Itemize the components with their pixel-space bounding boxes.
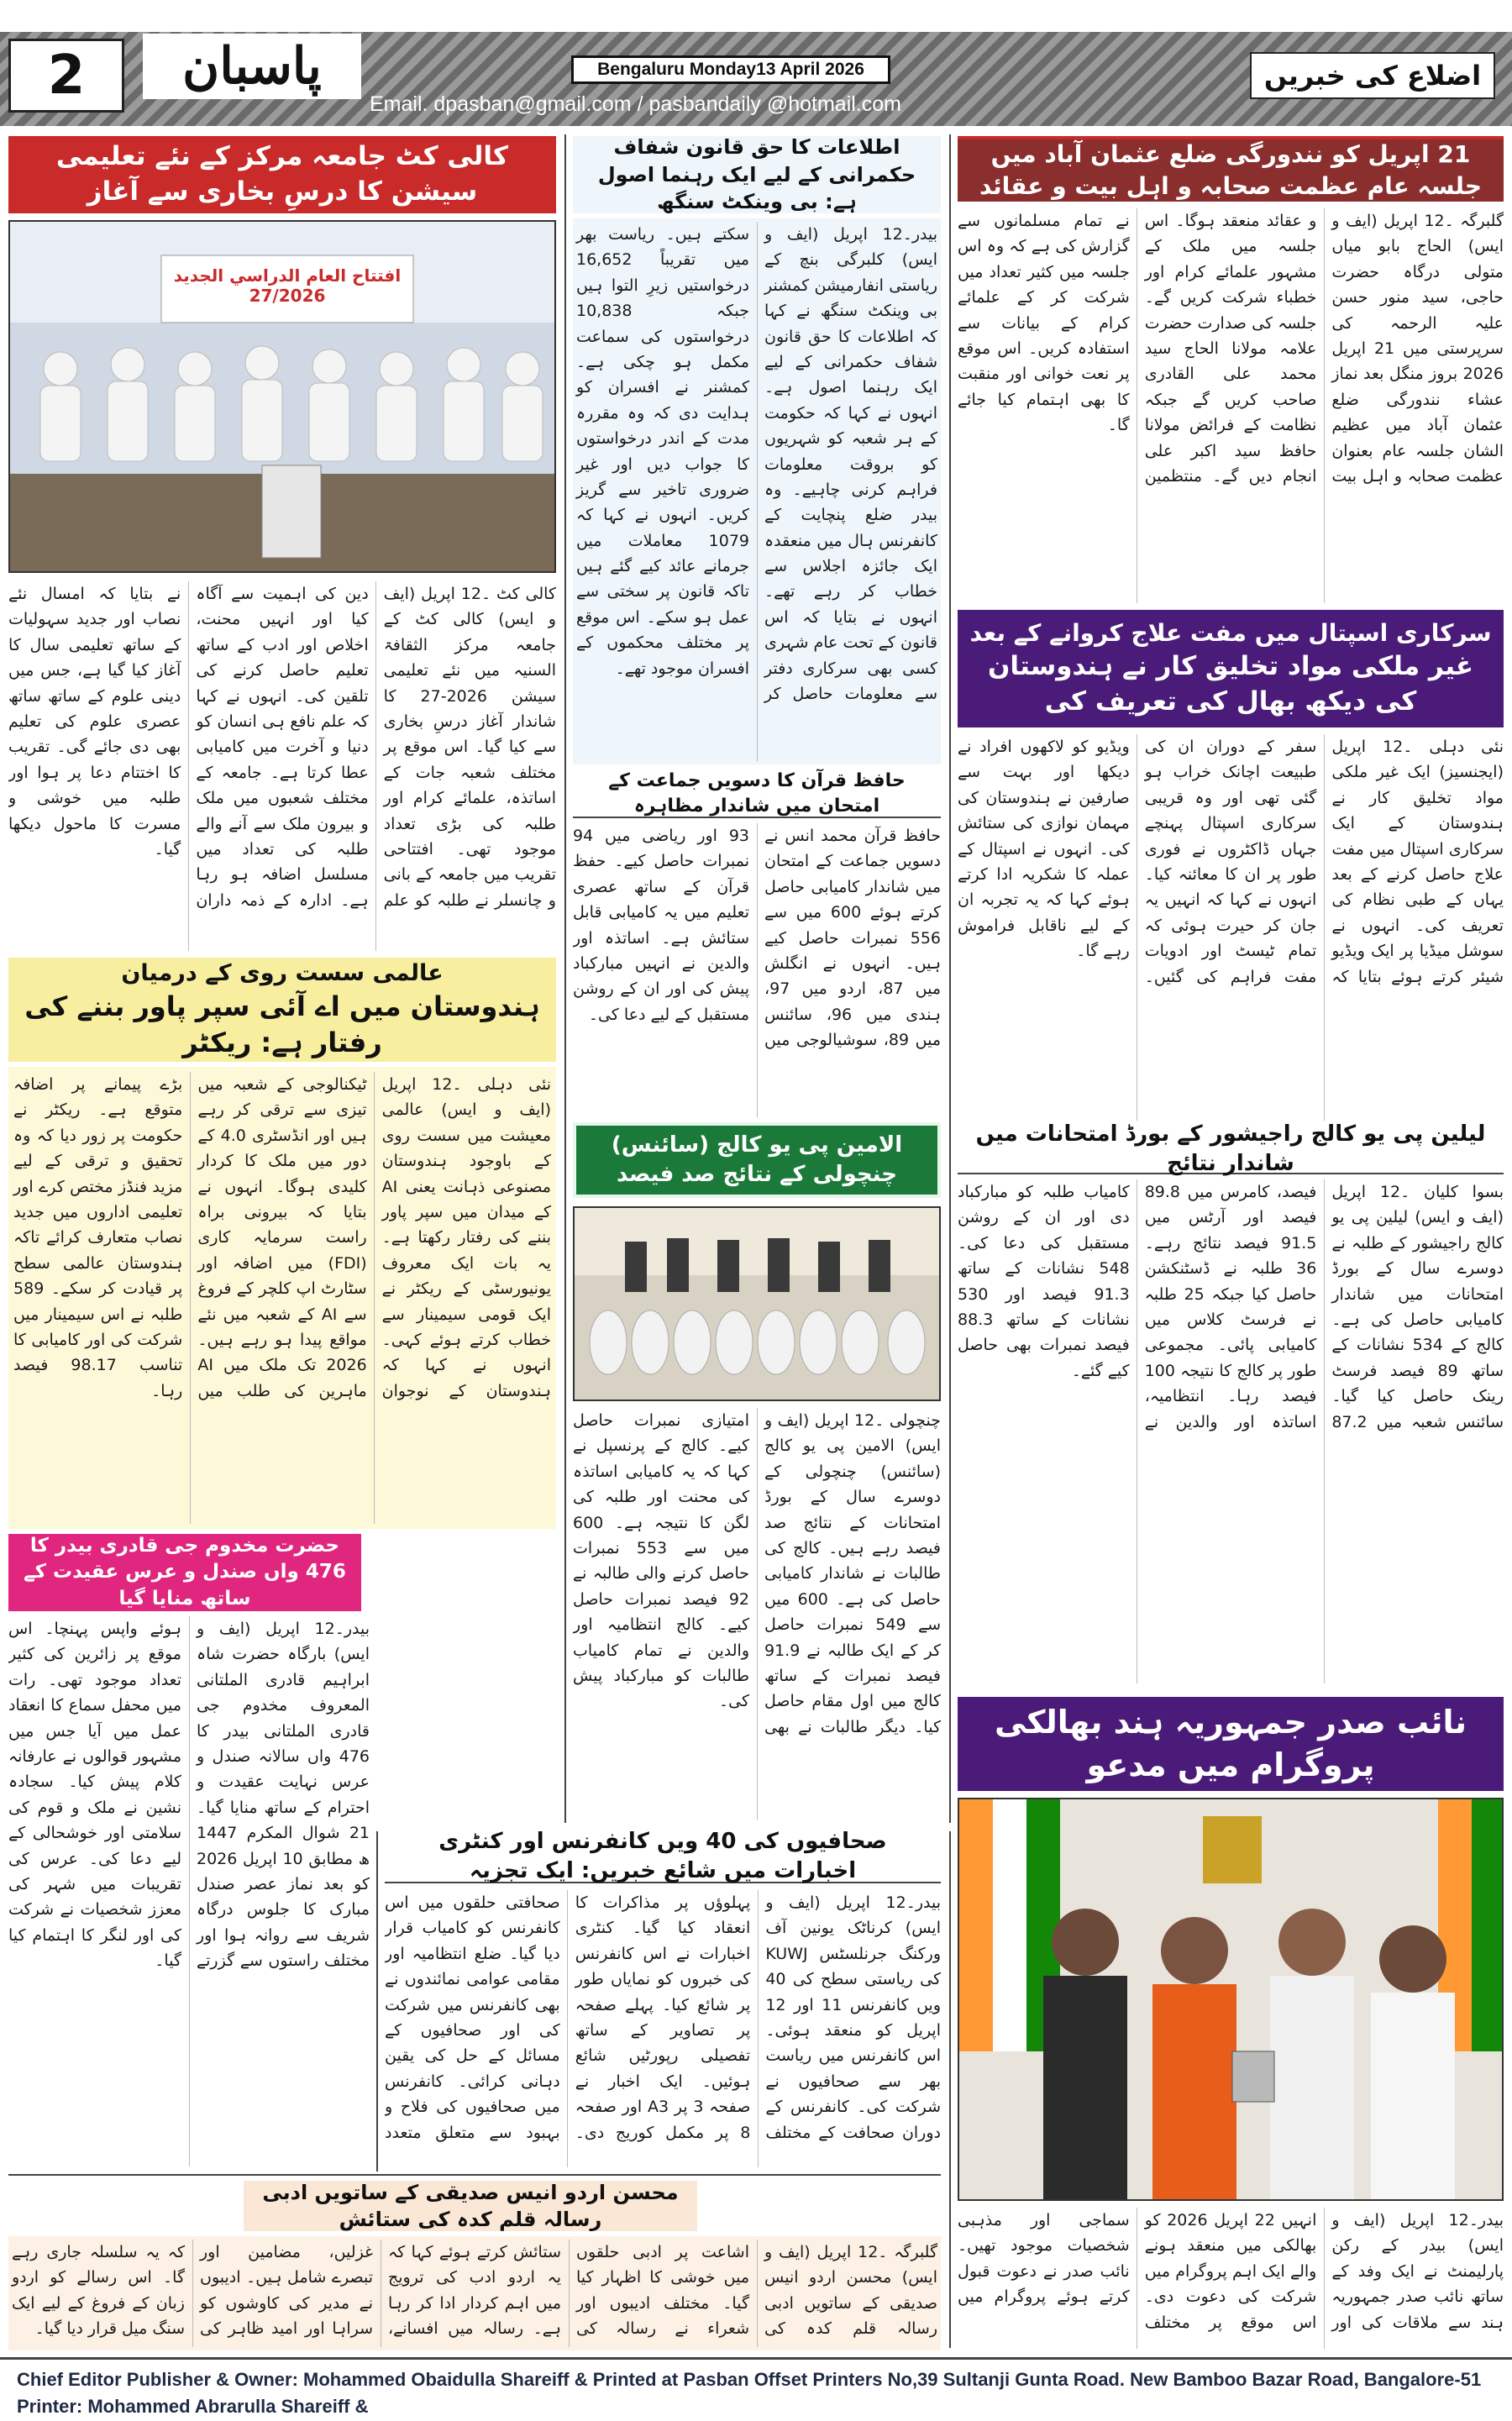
urs-body: بیدر۔12 اپریل (ایف و ایس) بارگاہ حضرت شاہ ابراہیم قادری الملتانی المعروف مخدوم جی قادری الملتانی بیدر کا 476 واں سالانہ صندل و عرس نہایت عقیدت و احترام کے ساتھ منایا گیا۔ 21 شوال المکرم 1447 ھ مطابق 10 اپریل 2026 کو بعد نماز عصر صندل مبارک کا جلوس درگاہ شریف سے روانہ ہوا اور مختلف راستوں سے گزرتے ہوئے واپس پہنچا۔ اس موقع پر زائرین کی کثیر تعداد موجود تھی۔ رات میں محفل سماع کا انعقاد عمل میں آیا جس میں مشہور قوالوں نے عارفانہ کلام پیش کیا۔ سجادہ نشین نے ملک و قوم کی سلامتی اور خوشحالی کے لیے دعا کی۔ عرس کی تقریبات میں شہر کی معزز شخصیات نے شرکت کی اور لنگر کا اہتمام کیا گیا۔ bbox=[8, 1620, 370, 1971]
kalikat-body: کالی کٹ ۔12 اپریل (ایف و ایس) کالی کٹ کے جامعہ مرکز الثقافۃ السنیہ میں نئے تعلیمی سیشن 2026-27 کا شاندار آغاز درسِ بخاری سے کیا گیا۔ اس موقع پر مختلف شعبہ جات کے اساتذہ، علمائے کرام اور طلبہ کی بڑی تعداد موجود تھی۔ افتتاحی تقریب میں جامعہ کے بانی و چانسلر نے طلبہ کو علم دین کی اہمیت سے آگاہ کیا اور انہیں محنت، اخلاص اور ادب کے ساتھ تعلیم حاصل کرنے کی تلقین کی۔ انہوں نے کہا کہ علم نافع ہی انسان کو دنیا و آخرت میں کامیابی عطا کرتا ہے۔ جامعہ کے مختلف شعبوں میں ملک و بیرون ملک سے آنے والے طلبہ کی تعداد میں مسلسل اضافہ ہو رہا ہے۔ ادارہ کے ذمہ داران نے بتایا کہ امسال نئے نصاب اور جدید سہولیات کے ساتھ تعلیمی سال کا آغاز کیا گیا ہے، جس میں دینی علوم کے ساتھ ساتھ عصری علوم کی تعلیم بھی دی جائے گی۔ تقریب کا اختتام دعا پر ہوا اور طلبہ میں خوشی و مسرت کا ماحول دیکھا گیا۔ bbox=[8, 585, 556, 910]
kalikat-photo-banner: افتتاح العام الدراسي الجديد 27/2026 bbox=[173, 265, 402, 306]
urs-headline: حضرت مخدوم جی قادری بیدر کا 476 واں صندل و عرس عقیدت کے ساتھ منایا گیا bbox=[8, 1534, 361, 1611]
mohsin-headline: محسن اردو انیس صدیقی کے ساتویں ادبی رسالہ قلم کدہ کی ستائش bbox=[244, 2181, 697, 2231]
transparency-headline: اطلاعات کا حق قانون شفاف حکمرانی کے لیے ایک رہنما اصول ہے: بی وینکٹ سنگھ bbox=[573, 136, 941, 213]
alameen-photo-illustration bbox=[575, 1208, 941, 1401]
transparency-body: بیدر۔12 اپریل (ایف و ایس) کلبرگی بنچ کے ریاستی انفارمیشن کمشنر بی وینکٹ سنگھ نے کہا کہ اطلاعات کا حق قانون شفاف حکمرانی کے لیے ایک رہنما اصول ہے۔ انہوں نے کہا کہ حکومت کے ہر شعبہ کو شہریوں کو بروقت معلومات فراہم کرنی چاہیے۔ وہ بیدر ضلع پنچایت کے کانفرنس ہال میں منعقدہ ایک جائزہ اجلاس سے خطاب کر رہے تھے۔ انہوں نے بتایا کہ اس قانون کے تحت عام شہری کسی بھی سرکاری دفتر سے معلومات حاصل کر سکتے ہیں۔ ریاست بھر میں تقریباً 16,652 درخواستیں زیرِ التوا ہیں جبکہ 10,838 درخواستوں کی سماعت مکمل ہو چکی ہے۔ کمشنر نے افسران کو ہدایت دی کہ وہ مقررہ مدت کے اندر درخواستوں کا جواب دیں اور غیر ضروری تاخیر سے گریز کریں۔ انہوں نے کہا کہ 1079 معاملات میں جرمانے عائد کیے گئے ہیں تاکہ قانون پر سختی سے عمل ہو سکے۔ اس موقع پر مختلف محکموں کے افسران موجود تھے۔ bbox=[573, 218, 941, 764]
hospital-body: نئی دہلی ۔12 اپریل (ایجنسیز) ایک غیر ملکی مواد تخلیق کار نے ہندوستان کے ایک سرکاری اسپتال میں مفت علاج حاصل کرنے کے بعد یہاں کے طبی نظام کی تعریف کی۔ انہوں نے سوشل میڈیا پر ایک ویڈیو شیئر کرتے ہوئے بتایا کہ سفر کے دوران ان کی طبیعت اچانک خراب ہو گئی تھی اور وہ قریبی سرکاری اسپتال پہنچے جہاں ڈاکٹروں نے فوری طور پر ان کا معائنہ کیا۔ انہوں نے کہا کہ انہیں یہ جان کر حیرت ہوئی کہ تمام ٹیسٹ اور ادویات مفت فراہم کی گئیں۔ ویڈیو کو لاکھوں افراد نے دیکھا اور بہت سے صارفین نے ہندوستان کی مہمان نوازی کی ستائش کی۔ انہوں نے اسپتال کے عملہ کا شکریہ ادا کرتے ہوئے کہا کہ یہ تجربہ ان کے لیے ناقابل فراموش رہے گا۔ bbox=[958, 738, 1504, 986]
alameen-photo bbox=[573, 1206, 941, 1401]
journalists-headline: صحافیوں کی 40 ویں کانفرنس اور کنٹری اخبارات میں شائع خبریں: ایک تجزیہ bbox=[385, 1831, 941, 1883]
superpower-headline bbox=[8, 958, 556, 1062]
newspaper-logo: پاسبان bbox=[143, 34, 361, 99]
kalikat-photo bbox=[8, 220, 556, 573]
section-rule bbox=[8, 2174, 941, 2176]
lilian-body: بسوا کلیان ۔12 اپریل (ایف و ایس) لیلین پی یو کالج راجیشور کے طلبہ نے دوسرے سال کے بورڈ امتحانات میں شاندار کامیابی حاصل کی ہے۔ کالج کے 534 نشانات کے ساتھ 89 فیصد فرسٹ رینک حاصل کیا گیا۔ سائنس شعبہ میں 87.2 فیصد، کامرس میں 89.8 فیصد اور آرٹس میں 91.5 فیصد نتائج رہے۔ 36 طلبہ نے ڈسٹنکشن حاصل کیا جبکہ 25 طلبہ نے فرسٹ کلاس میں کامیابی پائی۔ مجموعی طور پر کالج کا نتیجہ 100 فیصد رہا۔ انتظامیہ، اساتذہ اور والدین نے کامیاب طلبہ کو مبارکباد دی اور ان کے روشن مستقبل کی دعا کی۔ 548 نشانات کے ساتھ 91.3 فیصد اور 530 نشانات کے ساتھ 88.3 فیصد نمبرات بھی حاصل کیے گئے۔ bbox=[958, 1183, 1504, 1431]
page-number: 2 bbox=[8, 39, 124, 113]
vp-program-headline: نائب صدر جمہوریہ ہند بھالکی پروگرام میں مدعو bbox=[958, 1697, 1504, 1791]
imprint-footer bbox=[0, 2357, 1512, 2421]
date-line: Bengaluru Monday13 April 2026 bbox=[571, 55, 890, 84]
imprint-line-1: Chief Editor Publisher & Owner: Mohammed Obaidulla Shareiff & Printed at Pasban Offset Printers No,39 Sultanji Gunta Road. New Bamboo Bazar Road, Bangalore-51 Printer: Mohammed Abrarulla Shareiff & bbox=[17, 2369, 1482, 2417]
column-rule bbox=[949, 134, 951, 1823]
vp-program-photo-illustration bbox=[959, 1799, 1504, 2201]
section-tag: اضلاع کی خبریں bbox=[1250, 52, 1495, 99]
mass-meeting-headline: 21 اپریل کو نندورگی ضلع عثمان آباد میں جلسہ عام عظمت صحابہ و اہل بیت و عقائد bbox=[958, 136, 1504, 202]
lilian-headline: لیلین پی یو کالج راجیشور کے بورڈ امتحانات میں شاندار نتائج bbox=[958, 1126, 1504, 1174]
column-rule bbox=[949, 1831, 951, 2348]
hospital-headline bbox=[958, 610, 1504, 727]
kalikat-headline: کالی کٹ جامعہ مرکز کے نئے تعلیمی سیشن کا درسِ بخاری سے آغاز bbox=[8, 136, 556, 213]
hafiz-headline: حافظ قرآن کا دسویں جماعت کے امتحان میں شاندار مظاہرہ bbox=[573, 771, 941, 818]
vp-program-photo bbox=[958, 1798, 1504, 2201]
column-rule bbox=[376, 1831, 378, 2172]
hafiz-body: حافظ قرآن محمد انس نے دسویں جماعت کے امتحان میں شاندار کامیابی حاصل کرتے ہوئے 600 میں سے 556 نمبرات حاصل کیے ہیں۔ انہوں نے انگلش میں 87، اردو میں 97، ہندی میں 96، سائنس میں 89، سوشیالوجی میں 93 اور ریاضی میں 94 نمبرات حاصل کیے۔ حفظ قرآن کے ساتھ عصری تعلیم میں یہ کامیابی قابل ستائش ہے۔ اساتذہ اور والدین نے انہیں مبارکباد پیش کی اور ان کے روشن مستقبل کے لیے دعا کی۔ bbox=[573, 827, 941, 1050]
mohsin-body: گلبرگہ ۔12 اپریل (ایف و ایس) محسن اردو انیس صدیقی کے ساتویں ادبی رسالہ قلم کدہ کی اشاعت پر ادبی حلقوں میں خوشی کا اظہار کیا گیا۔ مختلف ادیبوں اور شعراء نے رسالہ کی ستائش کرتے ہوئے کہا کہ یہ اردو ادب کی ترویج میں اہم کردار ادا کر رہا ہے۔ رسالہ میں افسانے، غزلیں، مضامین اور تبصرے شامل ہیں۔ ادیبوں نے مدیر کی کاوشوں کو سراہا اور امید ظاہر کی کہ یہ سلسلہ جاری رہے گا۔ اس رسالے کو اردو زبان کے فروغ کے لیے ایک سنگ میل قرار دیا گیا۔ bbox=[8, 2236, 941, 2350]
hospital-headline-line1: سرکاری اسپتال میں مفت علاج کروانے کے بعد bbox=[969, 619, 1492, 648]
alameen-headline: الامین پی یو کالج (سائنس) چنچولی کے نتائج صد فیصد bbox=[573, 1122, 941, 1198]
alameen-body: چنچولی ۔12 اپریل (ایف و ایس) الامین پی یو کالج (سائنس) چنچولی کے دوسرے سال کے بورڈ امتحانات کے نتائج صد فیصد رہے ہیں۔ کالج کی طالبات نے شاندار کامیابی حاصل کی ہے۔ 600 میں سے 549 نمبرات حاصل کر کے ایک طالبہ نے 91.9 فیصد نمبرات کے ساتھ کالج میں اول مقام حاصل کیا۔ دیگر طالبات نے بھی امتیازی نمبرات حاصل کیے۔ کالج کے پرنسپل نے کہا کہ یہ کامیابی اساتذہ کی محنت اور طلبہ کی لگن کا نتیجہ ہے۔ 600 میں سے 553 نمبرات حاصل کرنے والی طالبہ نے 92 فیصد نمبرات حاصل کیے۔ کالج انتظامیہ اور والدین نے تمام کامیاب طالبات کو مبارکباد پیش کی۔ bbox=[573, 1411, 941, 1736]
superpower-headline-line2: ہندوستان میں اے آئی سپر پاور بننے کی رفتار ہے: ریکٹر bbox=[24, 990, 540, 1059]
superpower-body: نئی دہلی ۔12 اپریل (ایف و ایس) عالمی معیشت میں سست روی کے باوجود ہندوستان مصنوعی ذہانت یعنی AI کے میدان میں سپر پاور بننے کی رفتار رکھتا ہے۔ یہ بات ایک معروف یونیورسٹی کے ریکٹر نے ایک قومی سیمینار سے خطاب کرتے ہوئے کہی۔ انہوں نے کہا کہ ہندوستان کے نوجوان ٹیکنالوجی کے شعبہ میں تیزی سے ترقی کر رہے ہیں اور انڈسٹری 4.0 کے دور میں ملک کا کردار کلیدی ہوگا۔ انہوں نے بتایا کہ بیرونی براہ راست سرمایہ کاری (FDI) میں اضافہ اور سٹارٹ اپ کلچر کے فروغ سے AI کے شعبہ میں نئے مواقع پیدا ہو رہے ہیں۔ 2026 تک ملک میں AI ماہرین کی طلب میں بڑے پیمانے پر اضافہ متوقع ہے۔ ریکٹر نے حکومت پر زور دیا کہ وہ تحقیق و ترقی کے لیے مزید فنڈز مختص کرے اور تعلیمی اداروں میں جدید نصاب متعارف کرائے تاکہ ہندوستان عالمی سطح پر قیادت کر سکے۔ 589 طلبہ نے اس سیمینار میں شرکت کی اور کامیابی کا تناسب 98.17 فیصد رہا۔ bbox=[8, 1067, 556, 1529]
vp-program-body: بیدر۔12 اپریل (ایف و ایس) بیدر کے رکن پارلیمنٹ نے ایک وفد کے ساتھ نائب صدر جمہوریہ ہند سے ملاقات کی اور انہیں 22 اپریل 2026 کو بھالکی میں منعقد ہونے والے ایک اہم پروگرام میں شرکت کی دعوت دی۔ اس موقع پر مختلف سماجی اور مذہبی شخصیات موجود تھیں۔ نائب صدر نے دعوت قبول کرتے ہوئے پروگرام میں bbox=[958, 2211, 1504, 2332]
email-line: Email. dpasban@gmail.com / pasbandaily @hotmail.com bbox=[370, 92, 901, 116]
mass-meeting-body: گلبرگہ ۔12 اپریل (ایف و ایس) الحاج بابو میاں متولی درگاہ حضرت حاجی، سید منور حسن علیہ الرحمہ کی سرپرستی میں 21 اپریل 2026 بروز منگل بعد نماز عشاء نندورگی ضلع عثمان آباد میں عظیم الشان جلسہ عام بعنوان عظمت صحابہ و اہل بیت و عقائد منعقد ہوگا۔ اس جلسہ میں ملک کے مشہور علمائے کرام اور خطباء شرکت کریں گے۔ جلسہ کی صدارت حضرت علامہ مولانا الحاج سید محمد علی القادری صاحب کریں گے جبکہ نظامت کے فرائض مولانا حافظ سید اکبر علی انجام دیں گے۔ منتظمین نے تمام مسلمانوں سے گزارش کی ہے کہ وہ اس جلسہ میں کثیر تعداد میں شرکت کر کے علمائے کرام کے بیانات سے استفادہ کریں۔ اس موقع پر نعت خوانی اور منقبت کا بھی اہتمام کیا جائے گا۔ bbox=[958, 212, 1504, 486]
journalists-body: بیدر۔12 اپریل (ایف و ایس) کرناٹک یونین آف ورکنگ جرنلسٹس KUWJ کی ریاستی سطح کی 40 ویں کانفرنس 11 اور 12 اپریل کو منعقد ہوئی۔ اس کانفرنس میں ریاست بھر سے صحافیوں نے شرکت کی۔ کانفرنس کے دوران صحافت کے مختلف پہلوؤں پر مذاکرات کا انعقاد کیا گیا۔ کنٹری اخبارات نے اس کانفرنس کی خبروں کو نمایاں طور پر شائع کیا۔ پہلے صفحہ پر تصاویر کے ساتھ تفصیلی رپورٹیں شائع ہوئیں۔ ایک اخبار نے صفحہ 3 پر A3 اور صفحہ 8 پر مکمل کوریج دی۔ صحافتی حلقوں میں اس کانفرنس کو کامیاب قرار دیا گیا۔ ضلع انتظامیہ اور مقامی عوامی نمائندوں نے بھی کانفرنس میں شرکت کی اور صحافیوں کے مسائل کے حل کی یقین دہانی کرائی۔ کانفرنس میں صحافیوں کی فلاح و بہبود سے متعلق متعدد bbox=[385, 1893, 941, 2142]
column-rule bbox=[564, 134, 566, 1823]
hospital-headline-line2: غیر ملکی مواد تخلیق کار نے ہندوستان کی دیکھ بھال کی تعریف کی bbox=[987, 651, 1474, 717]
masthead bbox=[0, 0, 1512, 126]
superpower-headline-line1: عالمی سست روی کے درمیان bbox=[121, 959, 444, 986]
